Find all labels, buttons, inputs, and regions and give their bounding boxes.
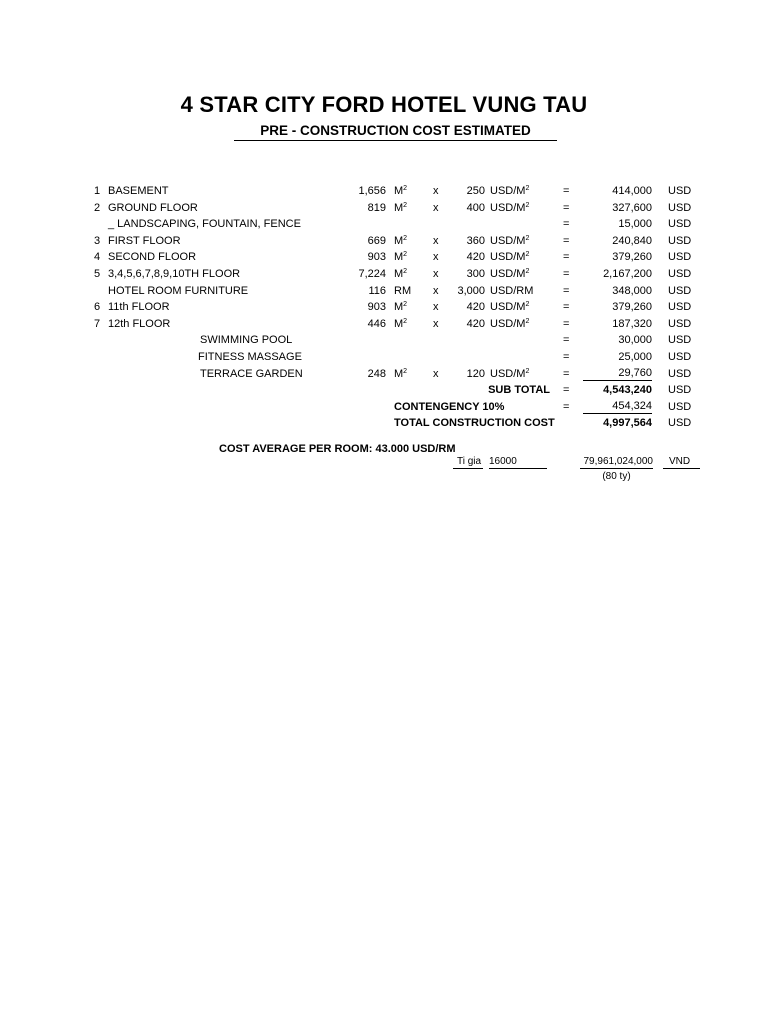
item-currency: USD [668, 251, 692, 264]
contingency-amount: 454,324 [583, 399, 652, 415]
subtotal-label: SUB TOTAL [488, 384, 550, 397]
item-description: FIRST FLOOR [108, 234, 181, 247]
item-rate-unit: USD/RM [490, 284, 534, 297]
table-row [0, 200, 768, 217]
item-quantity: 903 [367, 301, 386, 314]
item-unit: $M^2$ [394, 201, 408, 214]
multiply-sign: x [433, 201, 439, 214]
multiply-sign: x [433, 367, 439, 380]
item-description: HOTEL ROOM FURNITURE [108, 284, 249, 297]
multiply-sign: x [433, 234, 439, 247]
table-row [0, 266, 768, 283]
equals-sign: = [563, 350, 570, 363]
item-rate-unit: USD/$M^2$ [490, 201, 530, 214]
item-rate: 420 [466, 251, 485, 264]
contingency-row [0, 399, 768, 416]
item-quantity: 819 [367, 201, 386, 214]
item-number: 2 [94, 201, 101, 214]
multiply-sign: x [433, 185, 439, 197]
multiply-sign: x [433, 317, 439, 330]
item-number: 3 [94, 234, 101, 247]
item-currency: USD [668, 367, 692, 380]
total-currency: USD [668, 417, 692, 430]
item-currency: USD [668, 267, 692, 280]
table-row [0, 366, 768, 383]
equals-sign: = [563, 317, 570, 330]
contingency-currency: USD [668, 400, 692, 413]
cost-table [0, 183, 768, 432]
item-quantity: 669 [367, 234, 386, 247]
item-quantity: 903 [367, 251, 386, 264]
table-row [0, 233, 768, 250]
item-description: SECOND FLOOR [108, 251, 197, 264]
item-number: 7 [94, 317, 101, 330]
item-rate-unit: USD/$M^2$ [490, 185, 530, 197]
item-amount: 327,600 [612, 201, 652, 214]
table-row [0, 349, 768, 366]
subtotal-currency: USD [668, 384, 692, 397]
item-description: SWIMMING POOL [200, 334, 293, 347]
item-unit: $M^2$ [394, 267, 408, 280]
table-row [0, 183, 768, 200]
item-rate-unit: USD/$M^2$ [490, 317, 530, 330]
equals-sign: = [563, 384, 570, 397]
multiply-sign: x [433, 251, 439, 264]
item-description: TERRACE GARDEN [200, 367, 303, 380]
item-rate: 360 [466, 234, 485, 247]
item-number: 1 [94, 185, 101, 197]
item-quantity: 1,656 [358, 185, 386, 197]
item-rate-unit: USD/$M^2$ [490, 251, 530, 264]
item-description: FITNESS MASSAGE [198, 350, 302, 363]
multiply-sign: x [433, 284, 439, 297]
exchange-rate-value: 16000 [489, 456, 547, 469]
item-currency: USD [668, 301, 692, 314]
item-number: 5 [94, 267, 101, 280]
item-number: 6 [94, 301, 101, 314]
vnd-currency: VND [663, 456, 700, 469]
item-unit: RM [394, 284, 412, 297]
item-amount: 2,167,200 [603, 267, 652, 280]
item-unit: $M^2$ [394, 251, 408, 264]
document-title: 4 STAR CITY FORD HOTEL VUNG TAU [180, 92, 588, 117]
vnd-amount-note: (80 ty) [602, 471, 631, 482]
item-rate-unit: USD/$M^2$ [490, 301, 530, 314]
item-unit: $M^2$ [394, 367, 408, 380]
item-unit: $M^2$ [394, 301, 408, 314]
item-rate: 400 [466, 201, 485, 214]
equals-sign: = [563, 367, 570, 380]
item-rate-unit: USD/$M^2$ [490, 367, 530, 380]
item-quantity: 7,224 [358, 267, 386, 280]
contingency-label: CONTENGENCY 10% [394, 400, 505, 413]
item-unit: $M^2$ [394, 317, 408, 330]
item-currency: USD [668, 234, 692, 247]
equals-sign: = [563, 185, 570, 197]
item-quantity: 248 [367, 367, 386, 380]
equals-sign: = [563, 218, 570, 231]
item-rate-unit: USD/$M^2$ [490, 234, 530, 247]
equals-sign: = [563, 201, 570, 214]
vnd-amount: 79,961,024,000 [580, 456, 653, 469]
item-number: 4 [94, 251, 101, 264]
total-row [0, 415, 768, 432]
item-rate: 3,000 [457, 284, 485, 297]
table-row [0, 299, 768, 316]
item-description: 3,4,5,6,7,8,9,10TH FLOOR [108, 267, 241, 280]
equals-sign: = [563, 301, 570, 314]
item-description: BASEMENT [108, 185, 169, 197]
item-amount: 30,000 [618, 334, 652, 347]
item-amount: 379,260 [612, 301, 652, 314]
exchange-rate-label: Ti gia [453, 456, 483, 469]
item-amount: 187,320 [612, 317, 652, 330]
equals-sign: = [563, 251, 570, 264]
item-rate: 250 [466, 185, 485, 197]
equals-sign: = [563, 334, 570, 347]
total-amount: 4,997,564 [603, 417, 652, 430]
equals-sign: = [563, 267, 570, 280]
item-amount: 29,760 [583, 366, 652, 382]
subtotal-row [0, 382, 768, 399]
item-description: 11th FLOOR [108, 301, 170, 314]
item-rate: 120 [466, 367, 485, 380]
item-amount: 379,260 [612, 251, 652, 264]
item-rate: 420 [466, 301, 485, 314]
subtotal-amount: 4,543,240 [603, 384, 652, 397]
item-quantity: 446 [367, 317, 386, 330]
item-rate-unit: USD/$M^2$ [490, 267, 530, 280]
item-currency: USD [668, 284, 692, 297]
item-unit: $M^2$ [394, 185, 408, 197]
total-label: TOTAL CONSTRUCTION COST [394, 417, 555, 430]
item-currency: USD [668, 317, 692, 330]
item-amount: 348,000 [612, 284, 652, 297]
item-currency: USD [668, 334, 692, 347]
item-unit: $M^2$ [394, 234, 408, 247]
item-rate: 420 [466, 317, 485, 330]
item-rate: 300 [466, 267, 485, 280]
item-amount: 15,000 [618, 218, 652, 231]
table-row [0, 216, 768, 233]
multiply-sign: x [433, 267, 439, 280]
table-row [0, 316, 768, 333]
document-subtitle: PRE - CONSTRUCTION COST ESTIMATED [234, 123, 557, 141]
item-currency: USD [668, 218, 692, 231]
item-amount: 414,000 [612, 185, 652, 197]
item-quantity: 116 [368, 284, 386, 297]
item-description: GROUND FLOOR [108, 201, 198, 214]
equals-sign: = [563, 400, 570, 413]
table-row [0, 283, 768, 300]
table-row [0, 249, 768, 266]
item-currency: USD [668, 185, 692, 197]
table-row [0, 332, 768, 349]
equals-sign: = [563, 234, 570, 247]
item-description: 12th FLOOR [108, 317, 171, 330]
multiply-sign: x [433, 301, 439, 314]
item-amount: 240,840 [612, 234, 652, 247]
equals-sign: = [563, 284, 570, 297]
item-amount: 25,000 [618, 350, 652, 363]
item-currency: USD [668, 350, 692, 363]
cost-average-note: COST AVERAGE PER ROOM: 43.000 USD/RM [219, 443, 456, 455]
item-currency: USD [668, 201, 692, 214]
item-description: _ LANDSCAPING, FOUNTAIN, FENCE [108, 218, 301, 231]
